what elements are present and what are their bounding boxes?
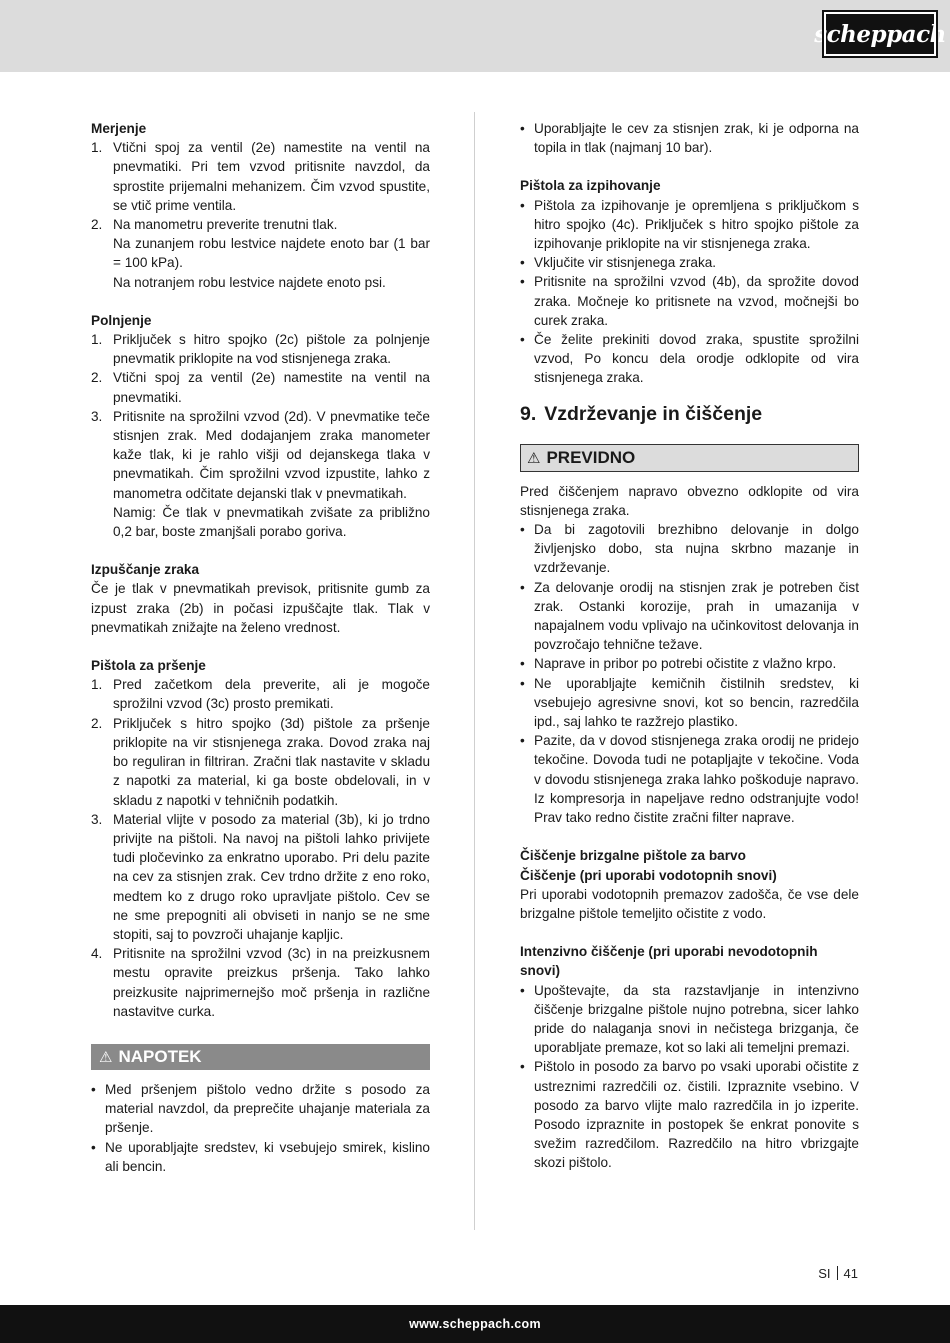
list-item: • Uporabljajte le cev za stisnjen zrak, ki je odporna na topila in tlak (najmanj 10 bar). — [520, 121, 859, 156]
heading-vodotopne: Čiščenje (pri uporabi vodotopnih snovi) — [520, 867, 777, 883]
note-box: ⚠ NAPOTEK — [91, 1044, 430, 1070]
list-top — [520, 119, 859, 157]
list-polnjenje — [91, 330, 430, 541]
list-item: • Če želite prekiniti dovod zraka, spustite sprožilni vzvod, Po koncu dela orodje odklopite od vira stisnjenega zraka. — [520, 332, 859, 386]
heading-merjenje: Merjenje — [91, 121, 147, 136]
list-item: • Med pršenjem pištolo vedno držite s posodo za material navzdol, da preprečite uhajanje materiala za pršenje. — [91, 1081, 430, 1136]
warning-triangle-icon: ⚠ — [527, 449, 541, 467]
list-item: • Da bi zagotovili brezhibno delovanje in dolgo življenjsko dobo, sta nujna skrbno mazanje in vzdrževanje. — [520, 522, 859, 576]
list-napotek — [91, 1080, 430, 1176]
list-item: 2. Na manometru preverite trenutni tlak. Na zunanjem robu lestvice najdete enoto bar (1 bar = 100 kPa). Na notranjem robu lestvice najdete enoto psi. — [91, 217, 430, 290]
list-item: 2. Vtični spoj za ventil (2e) namestite na ventil na pnevmatiki. — [91, 370, 430, 405]
list-izpihovanje — [520, 196, 859, 388]
paragraph-izpuscanje: Če je tlak v pnevmatikah previsok, pritisnite gumb za izpust zraka (2b) in počasi izpuščajte tlak. Tlak v pnevmatikah znižajte na želeno vrednost. — [91, 581, 430, 635]
list-item: 4. Pritisnite na sprožilni vzvod (3c) in na preizkusnem mestu opravite preizkus pršenja. Tako lahko preizkusite najprimernejšo moč pršenja in različne nastavitve curka. — [91, 946, 430, 1019]
warning-triangle-icon: ⚠ — [99, 1048, 113, 1066]
column-divider — [474, 112, 475, 1230]
list-merjenje — [91, 138, 430, 292]
section-title: 9. Vzdrževanje in čiščenje — [520, 402, 763, 425]
list-item: • Upoštevajte, da sta razstavljanje in intenzivno čiščenje brizgalne pištole nujno potrebna, sicer lahko pride do nalaganja snovi in nečistega brizganja, če uporabljate premaze, kot so laki ali temeljni premazi. — [520, 982, 859, 1056]
list-item: • Pritisnite na sprožilni vzvod (4b), da sprožite dovod zraka. Močneje ko pritisnete na vzvod, močnejši bo curek zraka. — [520, 274, 859, 328]
list-item: 1. Vtični spoj za ventil (2e) namestite na ventil na pnevmatiki. Pri tem vzvod pritisnite navzdol, da sprostite prijemalni mehanizem. Čim vzvod spustite, se vtič prime ventila. — [91, 140, 430, 213]
list-item: • Pazite, da v dovod stisnjenega zraka orodij ne pridejo tekočine. Dovoda tudi ne potapljajte v tekočine. Voda v dovodu stisnjenega zraka lahko poškoduje napravo. Iz kompresorja in napeljave redno odstranjujte vodo! Prav tako redno čistite zračni filter naprave. — [520, 733, 859, 826]
header-bar — [0, 0, 950, 72]
list-previdno — [520, 520, 859, 827]
list-item: • Pištola za izpihovanje je opremljena s priključkom s hitro spojko (4c). Priključek s hitro spojko pištole za izpihovanje priklopite na vir stisnjenega zraka. — [520, 197, 859, 252]
page-number: SI 41 — [818, 1266, 858, 1281]
list-item: • Ne uporabljajte sredstev, ki vsebujejo smirek, kislino ali bencin. — [91, 1139, 430, 1174]
heading-izpuscanje: Izpuščanje zraka — [91, 562, 200, 578]
brand-logo: scheppach — [824, 12, 936, 56]
heading-polnjenje: Polnjenje — [91, 312, 152, 328]
list-item: 3. Material vlijte v posodo za material (3b), ki jo trdno privijte na pištoli. Na navoj na pištoli lahko privijete tudi pločevinko za enkratno uporabo. Pri delu pazite na cev za stisnjen zrak. Cev trdno držite z eno roko, medtem ko z drugo roko upravljate pištolo. Cev se ne sme prepogniti ali obviseti in nanjo se ne sme stopiti, saj to povzroči uhajanje kapljic. — [91, 811, 430, 942]
list-item: • Ne uporabljajte kemičnih čistilnih sredstev, ki vsebujejo agresivne snovi, kot so bencin, razredčila ipd., saj lahko te razžrejo plastiko. — [520, 675, 859, 730]
heading-prsenje: Pištola za pršenje — [91, 658, 206, 674]
list-item: 1. Pred začetkom dela preverite, ali je mogoče sprožilni vzvod (3c) prosto premikati. — [91, 677, 430, 712]
paragraph-vodotopne: Pri uporabi vodotopnih premazov zadošča, če vse dele brizgalne pištole temeljito očistite z vodo. — [520, 886, 859, 921]
caution-box: ⚠ PREVIDNO — [520, 444, 859, 472]
list-item: 2. Priključek s hitro spojko (3d) pištole za pršenje priklopite na vir stisnjenega zraka. Dovod zraka naj bo reguliran in filtriran. Zračni tlak nastavite v skladu z napotki za material, ki ga boste obdelovali, in v skladu z napotki v tehničnih podatkih. — [91, 715, 430, 808]
list-item: • Vključite vir stisnjenega zraka. — [520, 255, 717, 271]
footer-url: www.scheppach.com — [409, 1317, 541, 1331]
list-item: 3. Pritisnite na sprožilni vzvod (2d). V pnevmatike teče stisnjen zrak. Med dodajanjem zraka manometer kaže tlak, ki je rahlo višji od dejanskega tlaka v pnevmatikah. Čim sprožilni vzvod izpustite, lahko z manometra odčitate dejanski tlak v pnevmatikah. Namig: Če tlak v pnevmatikah zvišate za približno 0,2 bar, boste zmanjšali porabo goriva. — [91, 408, 430, 540]
list-intenzivno — [520, 981, 859, 1173]
heading-brizgalne: Čiščenje brizgalne pištole za barvo — [520, 848, 746, 864]
left-column — [91, 119, 430, 1176]
footer-bar — [0, 1305, 950, 1343]
list-item: 1. Priključek s hitro spojko (2c) pištole za polnjenje pnevmatik priklopite na vod stisnjenega zraka. — [91, 332, 430, 367]
list-item: • Naprave in pribor po potrebi očistite z vlažno krpo. — [520, 656, 837, 672]
list-item: • Pištolo in posodo za barvo po vsaki uporabi očistite z ustreznimi razredčili oz. čistili. Izpraznite vsebino. V posodo za barvo vlijte malo razredčila in jo izperite. Posodo izpraznite in postopek še enkrat ponovite s svežim razredčilom. Razredčilo na hitro vbrizgajte skozi pištolo. — [520, 1059, 859, 1171]
list-prsenje — [91, 675, 430, 1021]
list-item: • Za delovanje orodij na stisnjen zrak je potreben čist zrak. Ostanki korozije, prah in umazanija v napajalnem vodu vplivajo na učinkovitost delovanja in povzročajo tehnične težave. — [520, 579, 859, 653]
heading-izpihovanje: Pištola za izpihovanje — [520, 178, 661, 194]
heading-intenzivno: Intenzivno čiščenje (pri uporabi nevodotopnih snovi) — [520, 944, 818, 979]
right-column — [520, 119, 859, 1173]
paragraph-previdno: Pred čiščenjem napravo obvezno odklopite od vira stisnjenega zraka. — [520, 483, 859, 518]
